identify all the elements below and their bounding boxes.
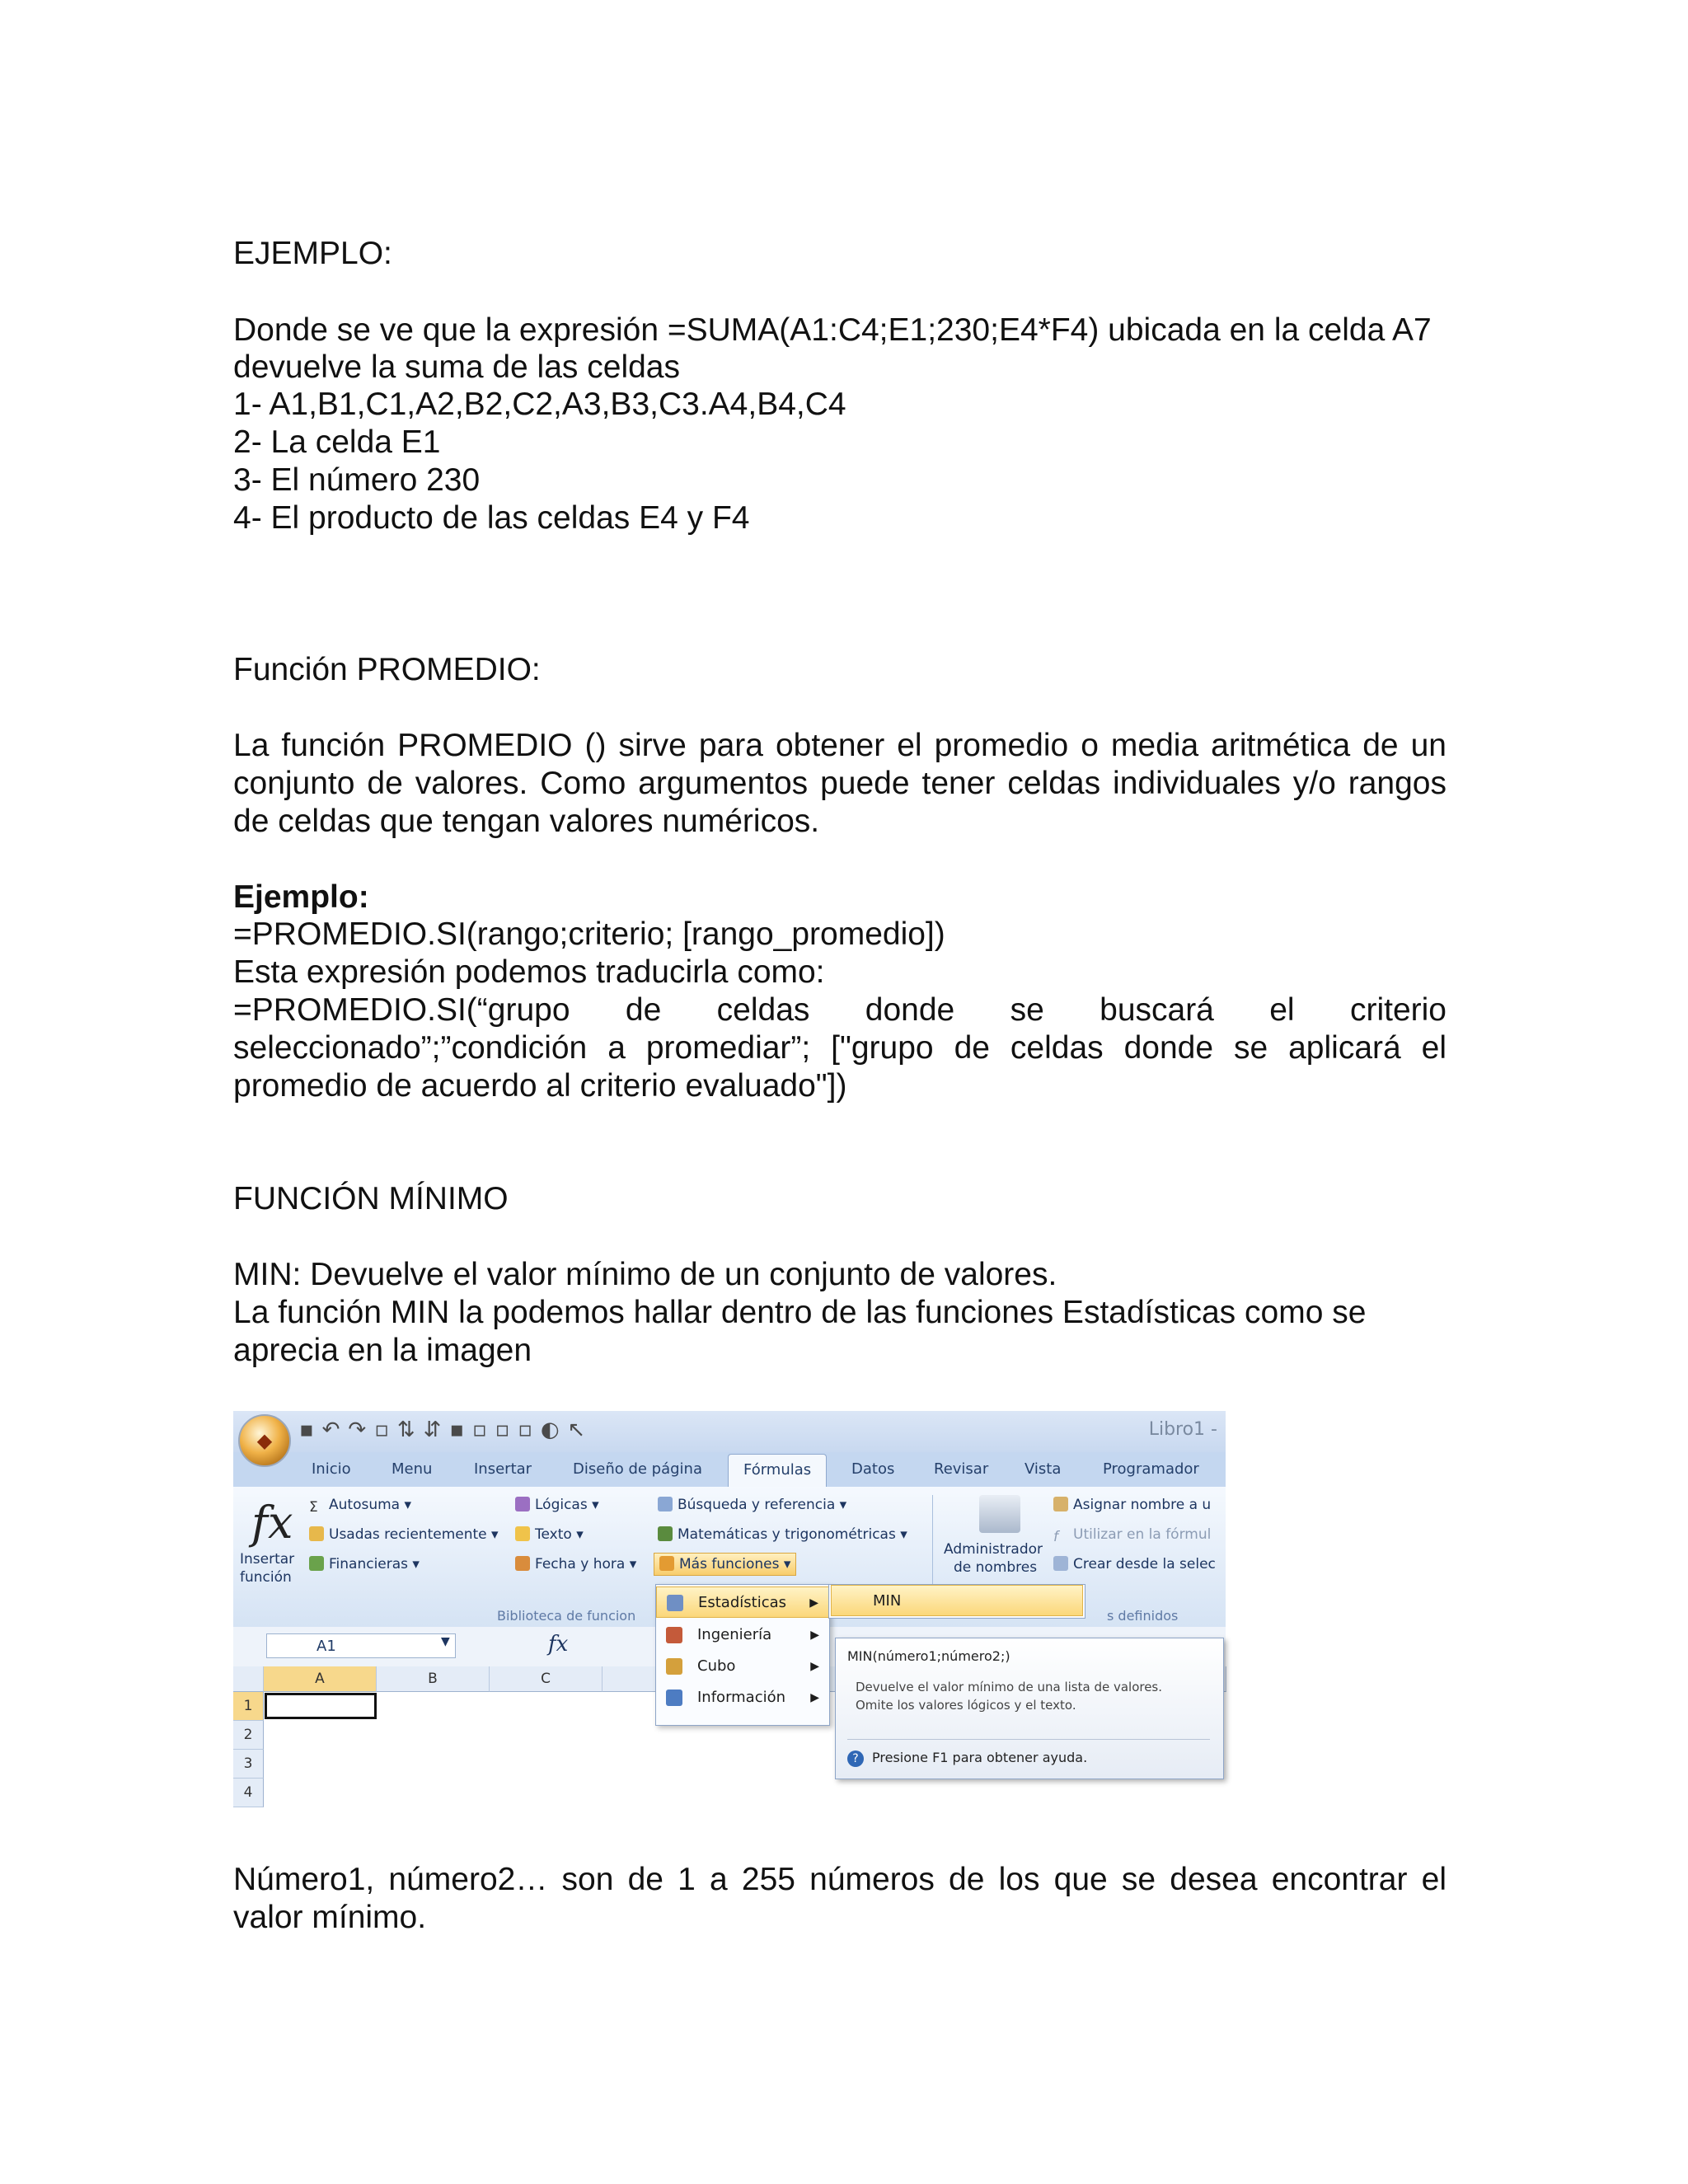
tooltip-signature: MIN(número1;número2;) bbox=[847, 1648, 1010, 1664]
column-header[interactable]: A bbox=[264, 1666, 377, 1692]
financieras-button[interactable]: Financieras ▾ bbox=[309, 1556, 420, 1572]
text-icon bbox=[515, 1526, 530, 1541]
window-title: Libro1 - bbox=[1148, 1419, 1217, 1440]
toolbar-icons: ▪↶↷▫⇅⇵▪▫▫▫◐↖ bbox=[299, 1418, 594, 1442]
paragraph-line: Esta expresión podemos traducirla como: bbox=[233, 954, 825, 990]
quick-access-toolbar bbox=[233, 1411, 1226, 1457]
autosuma-button[interactable]: Σ Autosuma ▾ bbox=[309, 1497, 412, 1516]
tooltip-description: Devuelve el valor mínimo de una lista de valores. Omite los valores lógicos y el texto. bbox=[856, 1680, 1163, 1713]
paragraph-line: valor mínimo. bbox=[233, 1900, 427, 1935]
more-functions-icon bbox=[659, 1556, 674, 1571]
heading-ejemplo: EJEMPLO: bbox=[233, 236, 392, 271]
busqueda-referencia-button[interactable]: Búsqueda y referencia ▾ bbox=[658, 1497, 846, 1513]
list-item: 1- A1,B1,C1,A2,B2,C2,A3,B3,C3.A4,B4,C4 bbox=[233, 387, 846, 422]
tab-datos[interactable]: Datos bbox=[851, 1460, 895, 1478]
row-header[interactable]: 2 bbox=[233, 1721, 264, 1750]
select-all-corner[interactable] bbox=[233, 1666, 264, 1692]
estadisticas-submenu bbox=[828, 1584, 1085, 1619]
formula-line: seleccionado”;”condición a promediar”; ["grupo de celdas donde se aplicará el bbox=[233, 1030, 1447, 1066]
tab-insertar[interactable]: Insertar bbox=[474, 1460, 532, 1478]
mas-funciones-button[interactable]: Más funciones ▾ bbox=[654, 1553, 796, 1576]
formula-line: =PROMEDIO.SI(“grupo de celdas donde se buscará el criterio bbox=[233, 992, 1447, 1028]
matematicas-button[interactable]: Matemáticas y trigonométricas ▾ bbox=[658, 1526, 907, 1543]
book-icon bbox=[515, 1497, 530, 1511]
more-functions-menu bbox=[655, 1584, 830, 1726]
utilizar-formula-button[interactable]: f Utilizar en la fórmul bbox=[1053, 1526, 1212, 1545]
office-button-icon[interactable]: ◆ bbox=[238, 1414, 291, 1467]
tab-formulas[interactable]: Fórmulas bbox=[728, 1454, 827, 1493]
group-label: Biblioteca de funcion bbox=[497, 1608, 636, 1624]
menu-item-min[interactable]: MIN bbox=[831, 1585, 1083, 1616]
example-label: Ejemplo: bbox=[233, 879, 369, 915]
fx-small-icon: f bbox=[1053, 1529, 1058, 1545]
heading-promedio: Función PROMEDIO: bbox=[233, 652, 541, 687]
name-manager-label[interactable]: Administrador bbox=[944, 1541, 1043, 1558]
usadas-recientemente-button[interactable]: Usadas recientemente ▾ bbox=[309, 1526, 499, 1543]
crear-desde-seleccion-button[interactable]: Crear desde la selec bbox=[1053, 1556, 1216, 1572]
texto-button[interactable]: Texto ▾ bbox=[515, 1526, 584, 1543]
paragraph-line: La función PROMEDIO () sirve para obtener el promedio o media aritmética de un bbox=[233, 728, 1447, 763]
cube-icon bbox=[666, 1658, 682, 1675]
tab-inicio[interactable]: Inicio bbox=[312, 1460, 351, 1478]
menu-item-cubo[interactable]: Cubo ▶ bbox=[656, 1651, 829, 1682]
row-header[interactable]: 4 bbox=[233, 1779, 264, 1807]
insert-function-icon[interactable]: fx bbox=[251, 1497, 293, 1549]
function-tooltip bbox=[835, 1638, 1224, 1779]
chevron-down-icon[interactable]: ▼ bbox=[441, 1635, 450, 1648]
paragraph-line: conjunto de valores. Como argumentos puede tener celdas individuales y/o rangos bbox=[233, 766, 1447, 801]
logicas-button[interactable]: Lógicas ▾ bbox=[515, 1497, 599, 1513]
tab-programador[interactable]: Programador bbox=[1103, 1460, 1199, 1478]
math-icon bbox=[658, 1526, 673, 1541]
engineering-icon bbox=[666, 1627, 682, 1643]
asignar-nombre-button[interactable]: Asignar nombre a u bbox=[1053, 1497, 1211, 1513]
help-icon: ? bbox=[847, 1750, 864, 1767]
row-header[interactable]: 3 bbox=[233, 1750, 264, 1779]
paragraph-line: MIN: Devuelve el valor mínimo de un conjunto de valores. bbox=[233, 1257, 1057, 1292]
selected-cell[interactable] bbox=[265, 1693, 377, 1719]
paragraph-line: La función MIN la podemos hallar dentro de las funciones Estadísticas como se bbox=[233, 1295, 1367, 1330]
paragraph-line: aprecia en la imagen bbox=[233, 1333, 532, 1368]
tab-diseno[interactable]: Diseño de página bbox=[573, 1460, 702, 1478]
tab-menu[interactable]: Menu bbox=[392, 1460, 433, 1478]
paragraph-line: de celdas que tengan valores numéricos. bbox=[233, 804, 820, 839]
tab-revisar[interactable]: Revisar bbox=[934, 1460, 989, 1478]
list-item: 3- El número 230 bbox=[233, 462, 481, 498]
sigma-icon: Σ bbox=[309, 1499, 318, 1516]
menu-item-informacion[interactable]: Información ▶ bbox=[656, 1682, 829, 1713]
table-icon bbox=[1053, 1556, 1068, 1571]
money-icon bbox=[309, 1556, 324, 1571]
chart-icon bbox=[667, 1595, 683, 1611]
name-manager-icon[interactable] bbox=[979, 1495, 1020, 1533]
menu-item-ingenieria[interactable]: Ingeniería ▶ bbox=[656, 1619, 829, 1651]
list-item: 4- El producto de las celdas E4 y F4 bbox=[233, 500, 750, 536]
formula-line: promedio de acuerdo al criterio evaluado"]) bbox=[233, 1068, 847, 1104]
tab-vista[interactable]: Vista bbox=[1025, 1460, 1062, 1478]
tag-icon bbox=[1053, 1497, 1068, 1511]
menu-item-estadisticas[interactable]: Estadísticas ▶ bbox=[656, 1586, 829, 1618]
paragraph-line: Número1, número2… son de 1 a 255 números de los que se desea encontrar el bbox=[233, 1862, 1447, 1897]
star-icon bbox=[309, 1526, 324, 1541]
insert-function-label[interactable]: función bbox=[240, 1569, 292, 1586]
row-header[interactable]: 1 bbox=[233, 1692, 264, 1721]
formula-line: =PROMEDIO.SI(rango;criterio; [rango_promedio]) bbox=[233, 916, 945, 952]
column-header[interactable]: B bbox=[377, 1666, 490, 1692]
excel-screenshot bbox=[233, 1411, 1226, 1801]
ribbon-tabs bbox=[233, 1452, 1226, 1488]
insert-function-label[interactable]: Insertar bbox=[240, 1551, 295, 1568]
list-item: 2- La celda E1 bbox=[233, 424, 441, 460]
heading-minimo: FUNCIÓN MÍNIMO bbox=[233, 1181, 509, 1216]
name-manager-label[interactable]: de nombres bbox=[954, 1559, 1038, 1576]
name-box[interactable]: A1 bbox=[266, 1633, 456, 1658]
group-label: s definidos bbox=[1107, 1608, 1179, 1624]
paragraph-line: devuelve la suma de las celdas bbox=[233, 349, 680, 385]
paragraph-line: Donde se ve que la expresión =SUMA(A1:C4;E1;230;E4*F4) ubicada en la celda A7 bbox=[233, 312, 1432, 348]
info-icon bbox=[666, 1690, 682, 1706]
fx-icon[interactable]: fx bbox=[548, 1632, 569, 1657]
calendar-icon bbox=[515, 1556, 530, 1571]
tooltip-help: ? Presione F1 para obtener ayuda. bbox=[847, 1739, 1210, 1767]
column-header[interactable]: C bbox=[490, 1666, 603, 1692]
search-icon bbox=[658, 1497, 673, 1511]
fecha-hora-button[interactable]: Fecha y hora ▾ bbox=[515, 1556, 636, 1572]
